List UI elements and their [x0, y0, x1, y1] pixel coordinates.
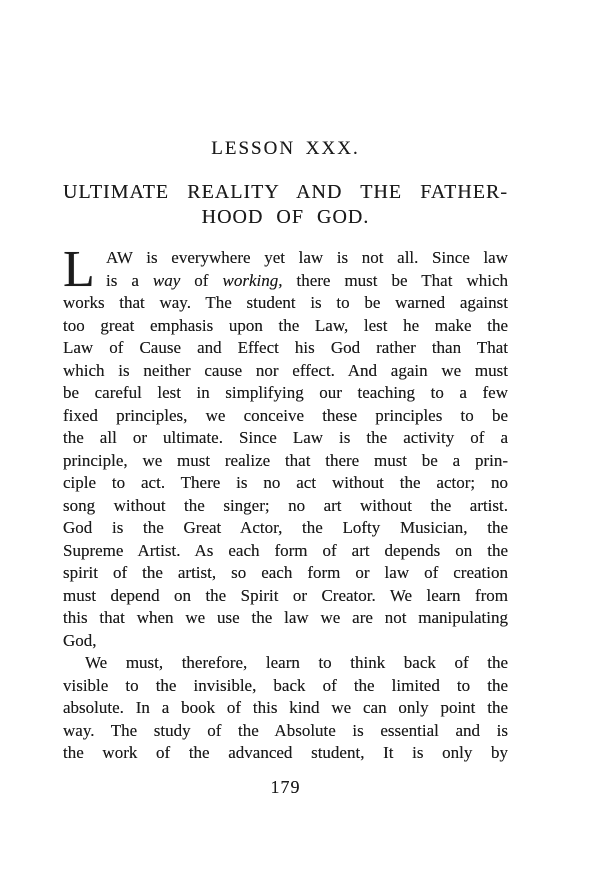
text-segment-italic: way [152, 270, 181, 290]
text-line: principle, we must realize that there must be a prin- [63, 450, 508, 470]
text-line: fixed principles, we conceive these principles to be [63, 405, 508, 425]
text-line: be careful lest in simplifying our teaching to a few [63, 383, 508, 402]
text-line: Law of Cause and Effect his God rather than That [63, 338, 508, 357]
lesson-heading: LESSON XXX. [211, 138, 360, 159]
drop-cap: L [63, 241, 95, 298]
text-line: God, [63, 630, 97, 650]
text-segment: there must be That which [282, 270, 508, 290]
chapter-title-line-2: HOOD OF GOD. [201, 206, 370, 228]
paragraph-2 [63, 652, 508, 765]
text-line: spirit of the artist, so each form or law of creation [63, 563, 508, 582]
text-line: ciple to act. There is no act without the actor; no [63, 473, 508, 492]
text-line: which is neither cause nor effect. And again we must [63, 360, 508, 380]
text-line: the all or ultimate. Since Law is the activity of a [63, 428, 508, 447]
text-line: the work of the advanced student, It is only by [63, 743, 508, 762]
text-line: too great emphasis upon the Law, lest he make the [63, 315, 508, 335]
text-line: this that when we use the law we are not manipulating [63, 608, 508, 627]
text-line: way. The study of the Absolute is essential and is [63, 720, 508, 740]
text-line: God is the Great Actor, the Lofty Musician, the [63, 518, 508, 537]
text-segment: is a [106, 270, 153, 290]
paragraph-1 [63, 241, 508, 652]
text-line: absolute. In a book of this kind we can only point the [63, 698, 508, 717]
chapter-title-line-1: ULTIMATE REALITY AND THE FATHER- [63, 181, 508, 203]
text-line: visible to the invisible, back of the limited to the [63, 675, 508, 695]
text-line [63, 270, 508, 293]
text-segment: of [180, 270, 223, 290]
text-segment-italic: working, [222, 270, 283, 290]
text-line: works that way. The student is to be warned against [63, 293, 508, 312]
text-line: song without the singer; no art without the artist. [63, 495, 508, 515]
page-number: 179 [270, 777, 301, 797]
chapter-title [63, 180, 508, 230]
text-line: must depend on the Spirit or Creator. We learn from [63, 585, 508, 605]
body-text [63, 241, 508, 765]
text-line: Supreme Artist. As each form of art depends on the [63, 540, 508, 560]
text-line: We must, therefore, learn to think back of the [85, 653, 508, 672]
text-line: AW is everywhere yet law is not all. Since law [106, 248, 508, 267]
